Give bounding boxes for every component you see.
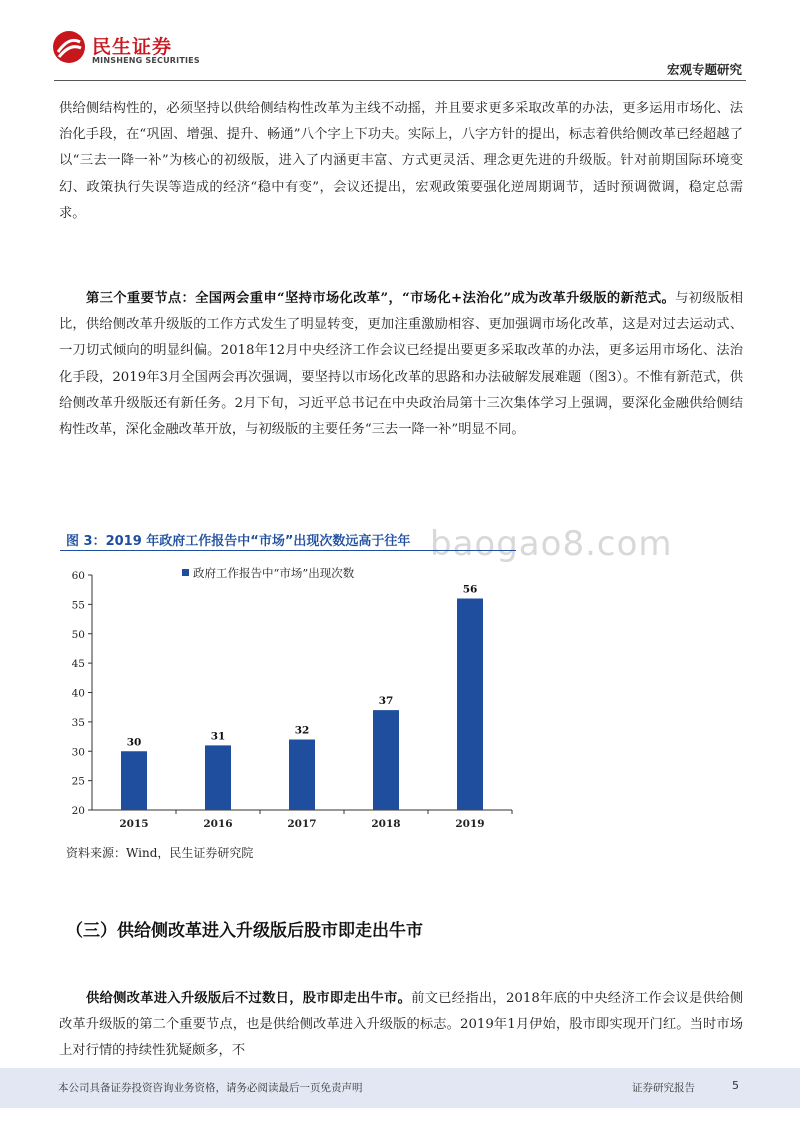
body-paragraph-1: 供给侧结构性的，必须坚持以供给侧结构性改革为主线不动摇，并且要求更多采取改革的办法，更多运用市场化、法治化手段，在“巩固、增强、提升、畅通”八个字上下功夫。实际上，八字方针的提出，标志着供给侧改革已经超越了以“三去一降一补”为核心的初级版，进入了内涵更丰富、方式更灵活、理念更先进的升级版。针对前期国际环境变幻、政策执行失误等造成的经济“稳中有变”，会议还提出，宏观政策要强化逆周期调节，适时预调微调，稳定总需求。	[59, 101, 743, 221]
header-divider	[54, 80, 746, 81]
paragraph-2-lead: 第三个重要节点：全国两会重申“坚持市场化改革”，“市场化+法治化”成为改革升级版的新范式。	[86, 291, 676, 306]
y-tick-label: 35	[71, 716, 85, 729]
legend-label: 政府工作报告中“市场”出现次数	[193, 566, 355, 580]
y-tick-label: 20	[71, 805, 85, 817]
bar	[289, 740, 315, 811]
watermark: baogao8.com	[430, 524, 673, 564]
bar	[121, 751, 147, 810]
y-tick-label: 50	[71, 628, 85, 641]
footer-disclaimer: 本公司具备证券投资咨询业务资格，请务必阅读最后一页免责声明	[58, 1082, 363, 1094]
bar-data-label: 31	[210, 730, 226, 743]
bar-data-label: 32	[294, 724, 310, 737]
x-tick-label: 2017	[287, 818, 317, 830]
x-tick-label: 2018	[371, 818, 401, 830]
footer-document-type: 证券研究报告	[632, 1082, 695, 1094]
bar	[205, 745, 231, 810]
logo-chinese-name: 民生证券	[92, 36, 173, 58]
chart-legend	[182, 566, 355, 580]
figure-source: 资料来源：Wind，民生证券研究院	[66, 846, 254, 860]
figure-title-rule	[60, 550, 516, 551]
x-axis	[92, 810, 512, 830]
bar-series	[121, 584, 483, 811]
y-tick-label: 45	[71, 658, 85, 671]
y-axis	[72, 570, 92, 817]
page-header	[0, 0, 800, 84]
section-heading: （三）供给侧改革进入升级版后股市即走出牛市	[66, 921, 423, 941]
x-tick-label: 2015	[119, 818, 149, 830]
page-number: 5	[732, 1079, 739, 1092]
y-tick-label: 40	[71, 687, 85, 700]
y-tick-label: 25	[71, 775, 85, 788]
paragraph-3-lead: 供给侧改革进入升级版后不过数日，股市即走出牛市。	[86, 991, 412, 1006]
y-tick-label: 30	[71, 746, 85, 759]
y-tick-label: 60	[71, 570, 85, 582]
bar-data-label: 37	[378, 695, 394, 708]
bar-data-label: 56	[462, 583, 478, 596]
legend-swatch	[182, 569, 189, 576]
bar	[457, 599, 483, 811]
x-tick-label: 2016	[203, 818, 233, 830]
bar-data-label: 30	[126, 736, 142, 749]
bar-chart	[60, 560, 520, 835]
logo-english-name: MINSHENG SECURITIES	[92, 56, 200, 65]
report-type-label: 宏观专题研究	[666, 62, 742, 77]
x-tick-label: 2019	[455, 818, 485, 830]
figure-title: 图 3：2019 年政府工作报告中“市场”出现次数远高于往年	[66, 534, 411, 549]
body-paragraph-3	[59, 986, 743, 1065]
bar	[373, 710, 399, 810]
body-paragraph-2	[59, 286, 743, 443]
paragraph-2-body: 与初级版相比，供给侧改革升级版的工作方式发生了明显转变，更加注重激励相容、更加强调市场化改革，这是对过去运动式、一刀切式倾向的明显纠偏。2018年12月中央经济工作会议已经提出要更多采取改革的办法，更多运用市场化、法治化手段，2019年3月全国两会再次强调，要坚持以市场化改革的思路和办法破解发展难题（图3）。不惟有新范式，供给侧改革升级版还有新任务。2月下旬，习近平总书记在中央政治局第十三次集体学习上强调，要深化金融供给侧结构性改革，深化金融改革开放，与初级版的主要任务“三去一降一补”明显不同。	[59, 291, 744, 438]
paragraph-3-body: 前文已经指出，2018年底的中央经济工作会议是供给侧改革升级版的第二个重要节点，也是供给侧改革进入升级版的标志。2019年1月伊始，股市即实现开门红。当时市场上对行情的持续性犹疑颇多，不	[59, 991, 743, 1059]
minsheng-logo-icon	[52, 30, 86, 64]
y-tick-label: 55	[71, 599, 85, 612]
